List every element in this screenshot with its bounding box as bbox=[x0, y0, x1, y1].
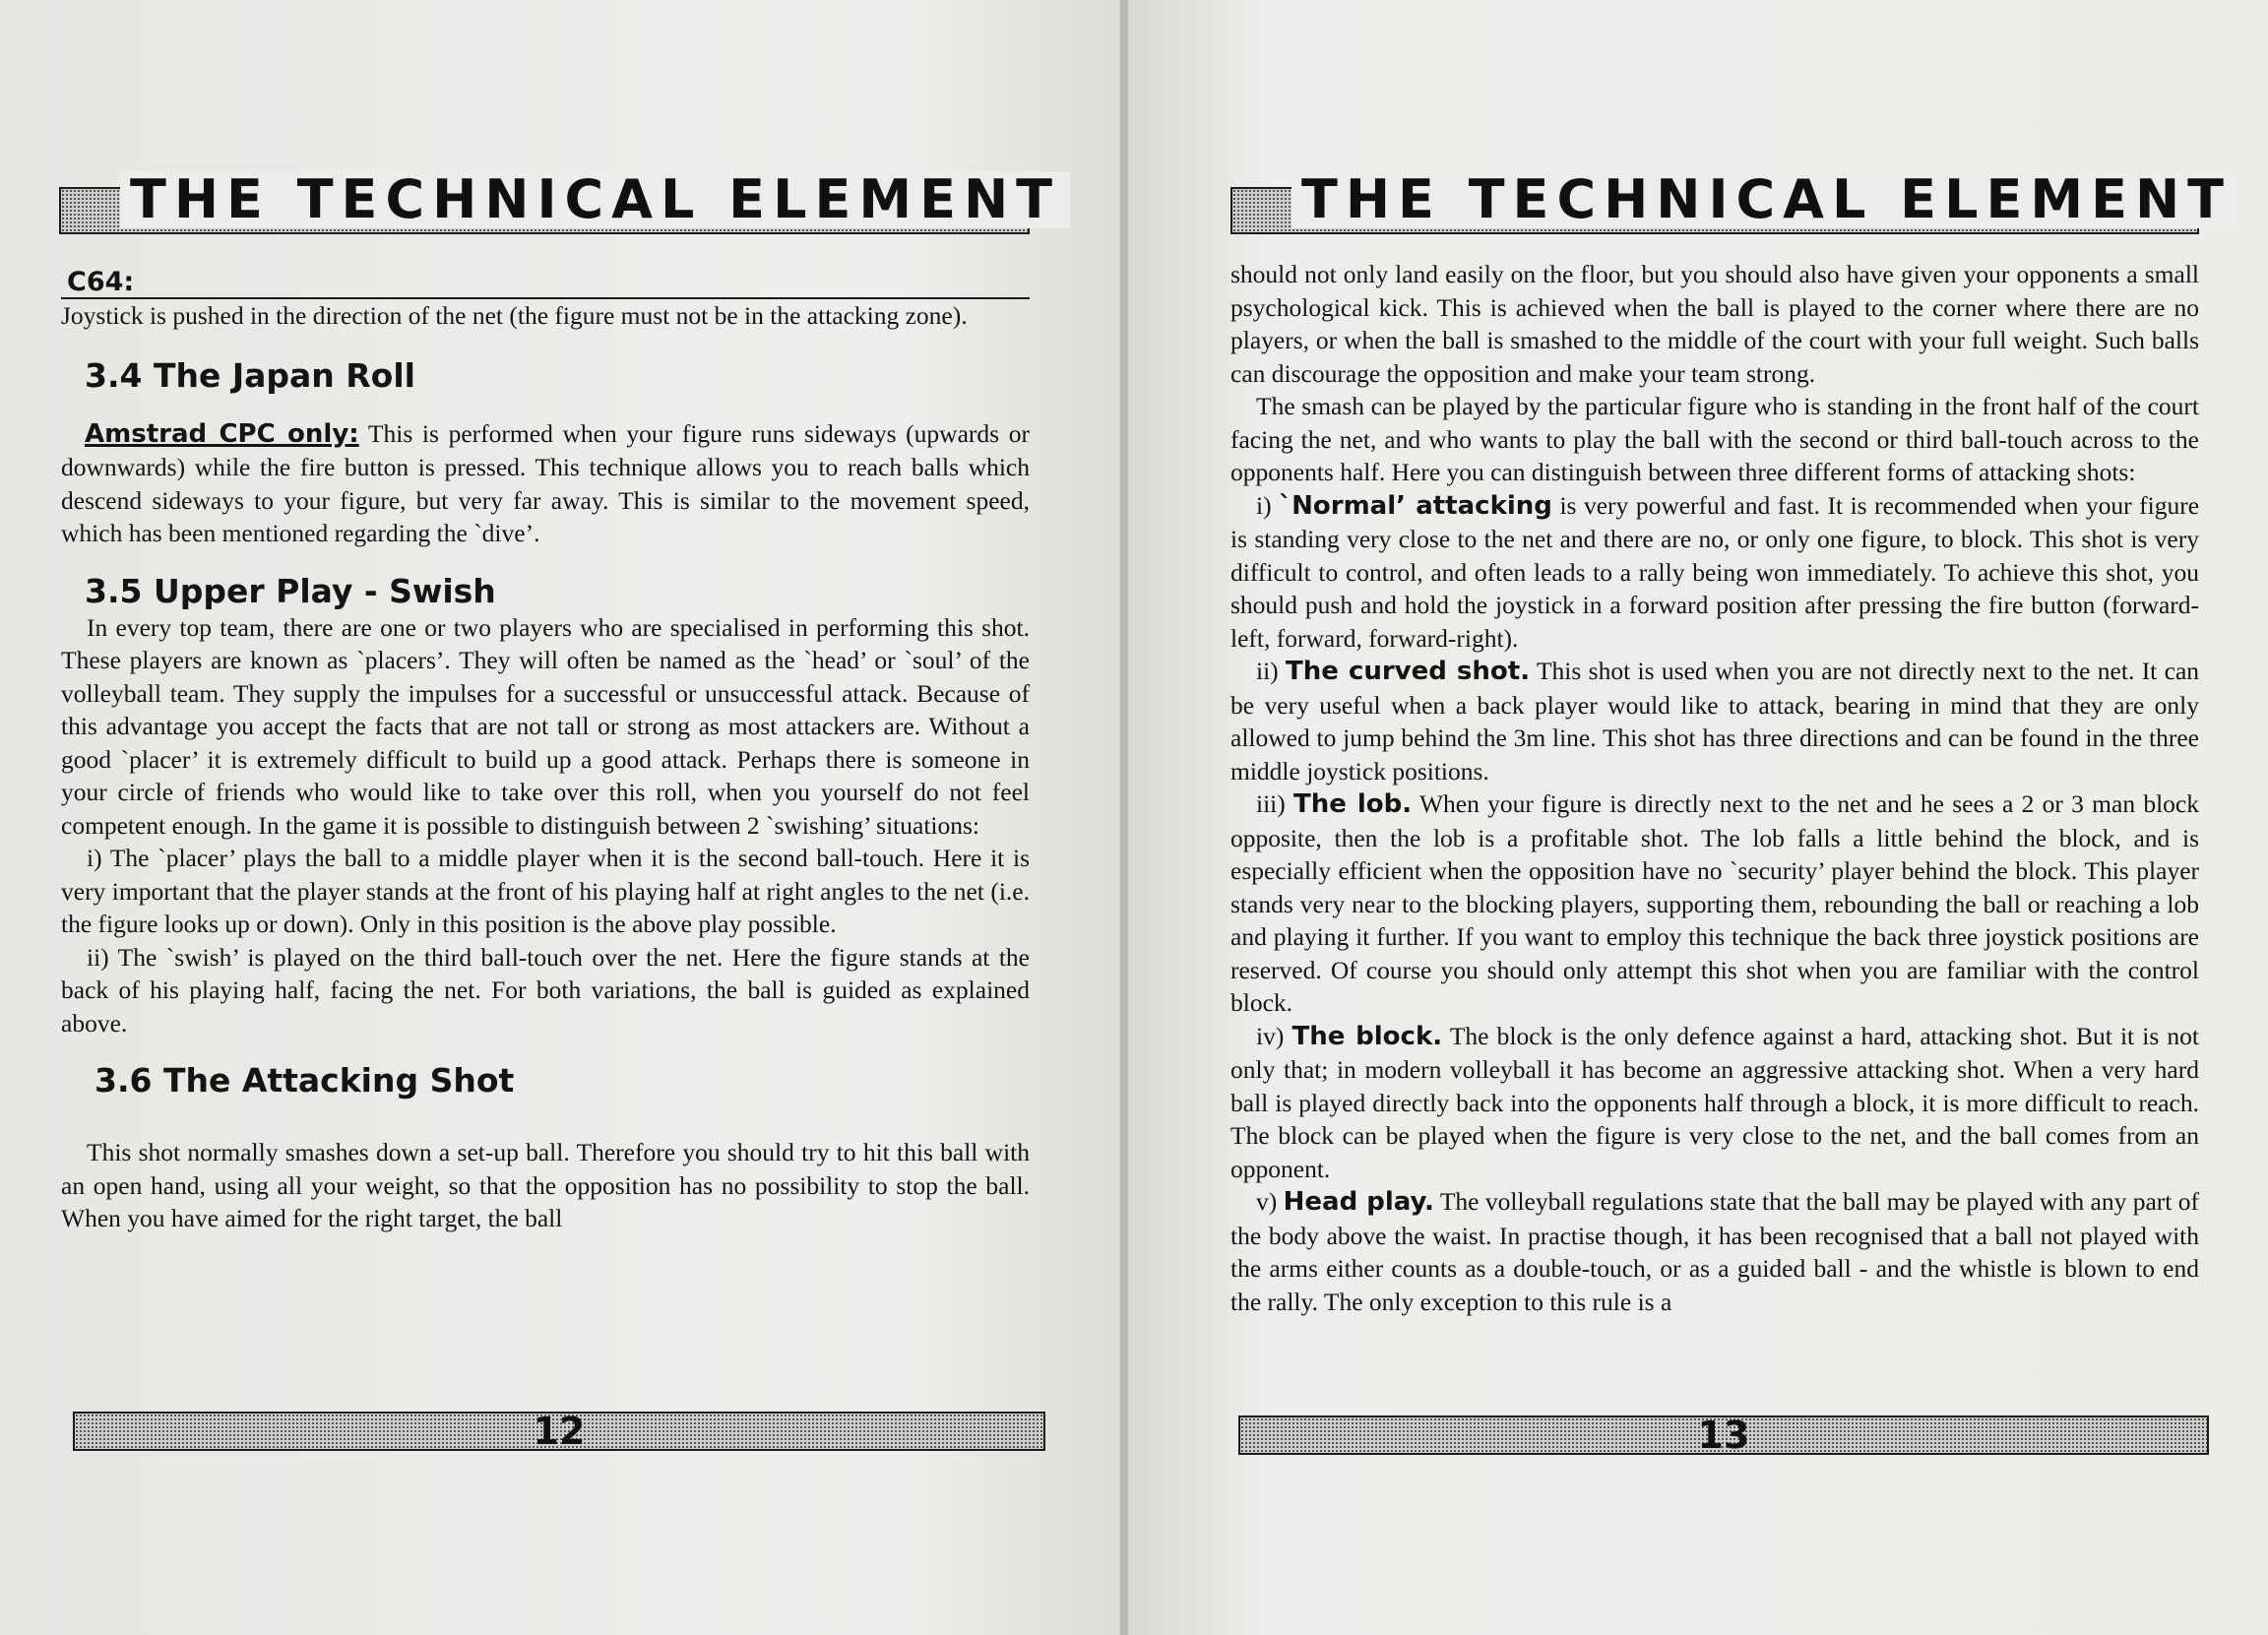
attack-form-lead: The block. bbox=[1292, 1021, 1443, 1051]
page-number: 12 bbox=[533, 1410, 586, 1453]
right-page bbox=[1128, 0, 2268, 1635]
page-number: 13 bbox=[1697, 1414, 1750, 1457]
japan-roll-paragraph bbox=[61, 417, 1030, 550]
right-p2: The smash can be played by the particular figure who is standing in the front half of the court facing the net, and who wants to play the ball with the second or third ball-touch across to the opponents half. Here you can distinguish between three different forms of attacking shots: bbox=[1230, 392, 2199, 486]
right-p1: should not only land easily on the floor, but you should also have given your opponents a small psychological kick. This is achieved when the ball is played to the corner where there are no players, or when the ball is smashed to the middle of the court with your full weight. Such balls can discourage the opposition and make your team strong. bbox=[1230, 260, 2199, 388]
footer-band bbox=[1238, 1415, 2209, 1455]
attack-form-item: ii) The curved shot. This shot is used when you are not directly next to the net. It can be very useful when a back player would like to attack, bearing in mind that they are only allowed to jump behind the 3m line. This shot has three directions and can be found in the three middle joystick positions. bbox=[1230, 657, 2200, 786]
attack-form-lead: The curved shot. bbox=[1286, 657, 1531, 686]
attack-form-lead: Head play. bbox=[1283, 1187, 1434, 1217]
header-title: THE TECHNICAL ELEMENT bbox=[1292, 171, 2241, 228]
header-band bbox=[1230, 168, 2233, 234]
heading-japan-roll: 3.4 The Japan Roll bbox=[85, 355, 415, 395]
spine-gutter bbox=[1120, 0, 1128, 1635]
heading-upper-play: 3.5 Upper Play - Swish bbox=[85, 571, 496, 610]
c64-text: Joystick is pushed in the direction of the net (the figure must not be in the attacking zone). bbox=[61, 301, 968, 330]
footer-band bbox=[73, 1412, 1045, 1451]
attacking-shot-p1: This shot normally smashes down a set-up ball. Therefore you should try to hit this ball with an open hand, using all your weight, so that the opposition has no possibility to stop the ball. When you have aimed for the right target, the ball bbox=[61, 1138, 1030, 1232]
attack-form-lead: `Normal’ attacking bbox=[1279, 490, 1552, 521]
amstrad-lead: Amstrad CPC only: bbox=[85, 418, 359, 449]
left-page bbox=[0, 0, 1120, 1635]
attack-form-lead: The lob. bbox=[1293, 789, 1413, 819]
header-band bbox=[59, 168, 1061, 234]
attack-form-item: v) Head play. The volleyball regulations state that the ball may be played with any part of the body above the waist. In practise though, it has been recognised that a ball not played with the arms either counts as a double-touch, or as a guided ball - and the whistle is blown to end the rally. The only exception to this rule is a bbox=[1230, 1187, 2199, 1316]
upper-play-p2: i) The `placer’ plays the ball to a middle player when it is the second ball-touch. Here it is very important that the player stands at the front of his playing half at right angles to the net (i.e. the figure looks up or down). Only in this position is the above play possible. bbox=[61, 844, 1030, 938]
japan-roll-text: This is performed when your figure runs sideways (upwards or downwards) while the fire button is pressed. This technique allows you to reach balls which descend sideways to your figure, but very far away. This is similar to the movement speed, which has been mentioned regarding the `dive’. bbox=[61, 418, 1030, 547]
left-content bbox=[61, 268, 1030, 1235]
upper-play-p3: ii) The `swish’ is played on the third ball-touch over the net. Here the figure stands at the back of his playing half, facing the net. For both variations, the ball is guided as explained above. bbox=[61, 942, 1030, 1038]
attack-form-item: iii) The lob. When your figure is directly next to the net and he sees a 2 or 3 man block opposite, then the lob is a profitable shot. The lob falls a little behind the block, and is especially efficient when the opposition have no `security’ player behind the block. This player stands very near to the blocking players, supporting them, rebounding the ball or reaching a lob and playing it further. If you want to employ this technique the back three joystick positions are reserved. Of course you should only attempt this shot when you are familiar with the control block. bbox=[1230, 789, 2199, 1017]
c64-label: C64: bbox=[61, 268, 1030, 299]
right-content bbox=[1230, 258, 2199, 1318]
attack-form-item: i) `Normal’ attacking is very powerful and fast. It is recommended when your figure is standing very close to the net and there are no, or only one figure, to block. This shot is very difficult to control, and often leads to a rally being won immediately. To achieve this shot, you should push and hold the joystick in a forward position after pressing the fire button (forward-left, forward, forward-right). bbox=[1230, 490, 2200, 653]
heading-attacking-shot: 3.6 The Attacking Shot bbox=[94, 1061, 515, 1100]
header-title: THE TECHNICAL ELEMENT bbox=[120, 171, 1070, 228]
upper-play-p1: In every top team, there are one or two players who are specialised in performing this shot. These players are known as `placers’. They will often be named as the `head’ or `soul’ of the volleyball team. They supply the impulses for a successful or unsuccessful attack. Because of this advantage you accept the facts that are not tall or strong as most attackers are. Without a good `placer’ it is extremely difficult to build up a good attack. Perhaps there is someone in your circle of friends who would like to take over this roll, when you yourself do not feel competent enough. In the game it is possible to distinguish between 2 `swishing’ situations: bbox=[61, 612, 1030, 840]
attack-form-item: iv) The block. The block is the only defence against a hard, attacking shot. But it is not only that; in modern volleyball it has become an aggressive attacking shot. When a very hard ball is played directly back into the opponents half through a block, it is more difficult to reach. The block can be played when the figure is very close to the net, and the ball comes from an opponent. bbox=[1230, 1021, 2199, 1183]
